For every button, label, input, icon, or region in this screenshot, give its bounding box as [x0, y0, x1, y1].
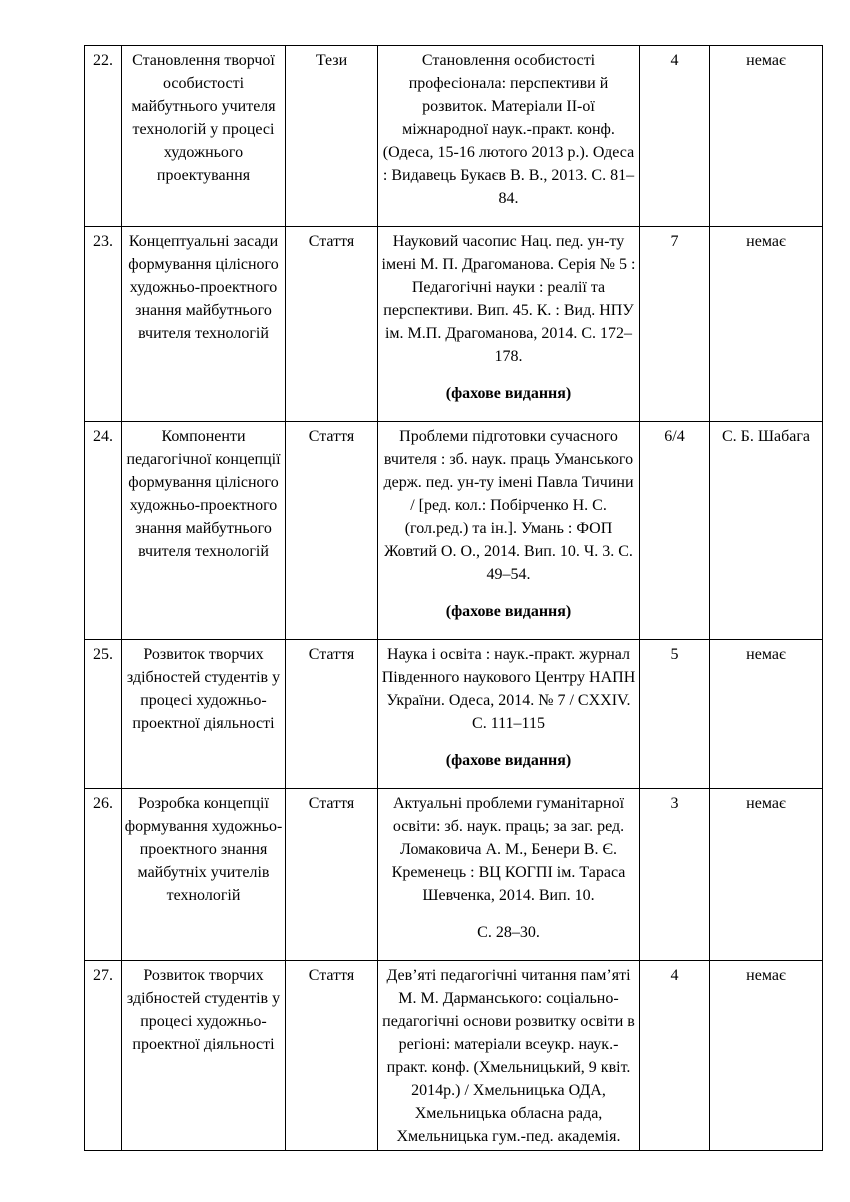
coauthors: немає [710, 640, 823, 789]
publication-source [378, 227, 640, 422]
source-note: (фахове видання) [445, 603, 572, 620]
publication-type: Стаття [286, 961, 378, 1151]
row-number: 23. [85, 227, 122, 422]
publication-source [378, 640, 640, 789]
publication-source [378, 422, 640, 640]
source-text: Актуальні проблеми гуманітарної освіти: зб. наук. праць; за заг. ред. Ломаковича А. М., Бенери В. Є. Кременець : ВЦ КОГПІ ім. Тараса Шевченка, 2014. Вип. 10. [391, 795, 626, 904]
source-pages: С. 28–30. [477, 924, 540, 941]
publication-type: Стаття [286, 789, 378, 961]
page-count: 3 [640, 789, 710, 961]
publication-title: Компоненти педагогічної концепції формування цілісного художньо-проектного знання майбутнього вчителя технологій [122, 422, 286, 640]
table-row [85, 422, 823, 640]
publication-title: Розвиток творчих здібностей студентів у процесі художньо-проектної діяльності [122, 640, 286, 789]
publications-table [84, 45, 823, 1151]
page-count: 4 [640, 46, 710, 227]
publication-source [378, 46, 640, 227]
coauthors: С. Б. Шабага [710, 422, 823, 640]
publication-source [378, 961, 640, 1151]
source-text: Дев’яті педагогічні читання пам’яті М. М. Дарманського: соціально-педагогічні основи розвитку освіти в регіоні: матеріали всеукр. наук.-практ. конф. (Хмельницький, 9 квіт. 2014р.) / Хмельницька ОДА, Хмельницька обласна рада, Хмельницька гум.-пед. академія. [382, 967, 635, 1145]
publication-type: Тези [286, 46, 378, 227]
source-note: (фахове видання) [445, 385, 572, 402]
publication-title: Розробка концепції формування художньо-проектного знання майбутніх учителів технологій [122, 789, 286, 961]
table-row [85, 640, 823, 789]
source-note: (фахове видання) [445, 752, 572, 769]
row-number: 25. [85, 640, 122, 789]
page-count: 4 [640, 961, 710, 1151]
coauthors: немає [710, 789, 823, 961]
publication-type: Стаття [286, 422, 378, 640]
publication-source [378, 789, 640, 961]
coauthors: немає [710, 961, 823, 1151]
source-text: Науковий часопис Нац. пед. ун-ту імені М. П. Драгоманова. Серія № 5 : Педагогічні науки : реалії та перспективи. Вип. 45. К. : Вид. НПУ ім. М.П. Драгоманова, 2014. С. 172–178. [381, 233, 636, 365]
row-number: 22. [85, 46, 122, 227]
page-count: 6/4 [640, 422, 710, 640]
coauthors: немає [710, 46, 823, 227]
page-count: 7 [640, 227, 710, 422]
publication-type: Стаття [286, 640, 378, 789]
source-text: Становлення особистості професіонала: перспективи й розвиток. Матеріали ІІ-ої міжнародної наук.-практ. конф. (Одеса, 15-16 лютого 2013 р.). Одеса : Видавець Букаєв В. В., 2013. С. 81–84. [382, 52, 635, 207]
table-row [85, 46, 823, 227]
coauthors: немає [710, 227, 823, 422]
publication-title: Розвиток творчих здібностей студентів у процесі художньо-проектної діяльності [122, 961, 286, 1151]
table-row [85, 961, 823, 1151]
table-row [85, 227, 823, 422]
page-count: 5 [640, 640, 710, 789]
row-number: 24. [85, 422, 122, 640]
publication-title: Концептуальні засади формування цілісного художньо-проектного знання майбутнього вчителя технологій [122, 227, 286, 422]
publication-type: Стаття [286, 227, 378, 422]
publication-title: Становлення творчої особистості майбутнього учителя технологій у процесі художнього проектування [122, 46, 286, 227]
row-number: 26. [85, 789, 122, 961]
table-row [85, 789, 823, 961]
source-text: Проблеми підготовки сучасного вчителя : зб. наук. праць Уманського держ. пед. ун-ту імені Павла Тичини / [ред. кол.: Побірченко Н. С. (гол.ред.) та ін.]. Умань : ФОП Жовтий О. О., 2014. Вип. 10. Ч. 3. С. 49–54. [383, 428, 634, 583]
source-text: Наука і освіта : наук.-практ. журнал Південного наукового Центру НАПН України. Одеса, 2014. № 7 / CXXIV. С. 111–115 [381, 646, 636, 732]
row-number: 27. [85, 961, 122, 1151]
